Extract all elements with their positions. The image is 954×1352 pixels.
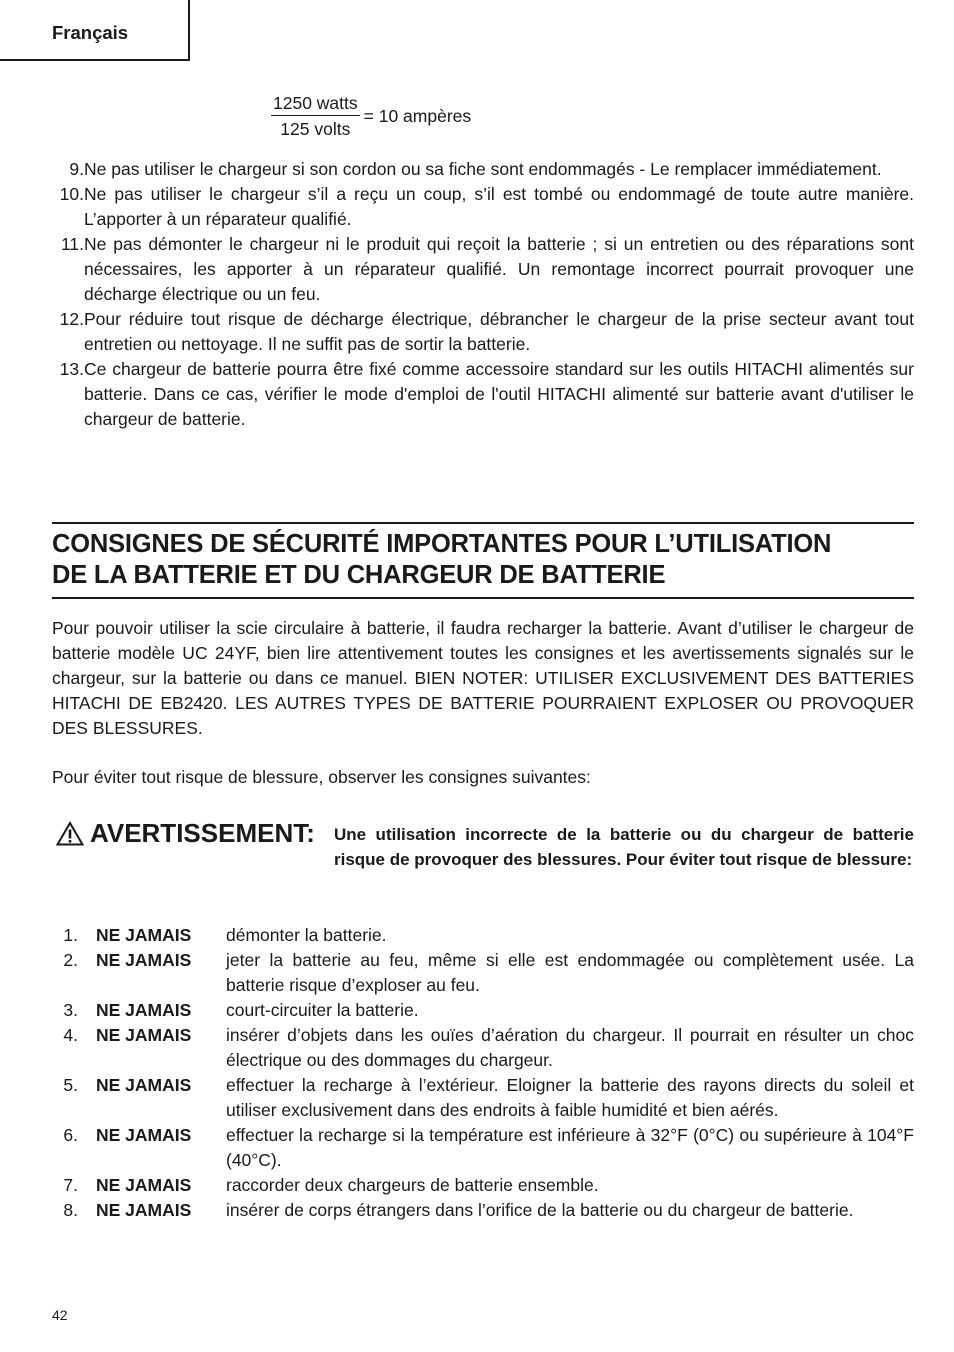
page-number: 42: [52, 1307, 68, 1323]
never-list: [52, 923, 914, 1223]
warning-triangle-icon: [56, 821, 84, 846]
list-item: [52, 357, 914, 432]
item-text: effectuer la recharge si la température est inférieure à 32°F (0°C) ou supérieure à 104°F (40°C).: [226, 1125, 914, 1170]
instruction-paragraph: Pour éviter tout risque de blessure, observer les consignes suivantes:: [52, 767, 591, 787]
charger-rules-list: [52, 157, 914, 432]
item-number: 3.: [63, 1000, 78, 1020]
item-text: court-circuiter la batterie.: [226, 1000, 419, 1020]
formula-result: = 10 ampères: [363, 106, 472, 126]
formula-denominator: 125 volts: [280, 119, 351, 139]
item-number: 4.: [63, 1025, 78, 1045]
item-number: 10.: [59, 184, 84, 204]
warning-title: [52, 818, 315, 848]
item-number: 8.: [63, 1200, 78, 1220]
item-text: raccorder deux chargeurs de batterie ensemble.: [226, 1175, 599, 1195]
item-text: insérer de corps étrangers dans l’orifice de la batterie ou du chargeur de batterie.: [226, 1200, 854, 1220]
section-heading: [52, 529, 914, 591]
item-keyword: NE JAMAIS: [96, 1125, 192, 1145]
item-number: 5.: [63, 1075, 78, 1095]
item-text: Ne pas utiliser le chargeur s’il a reçu un coup, s’il est tombé ou endommagé de toute autre manière. L’apporter à un réparateur qualifié.: [84, 184, 914, 229]
section-heading-line1: CONSIGNES DE SÉCURITÉ IMPORTANTES POUR L’UTILISATION: [52, 530, 832, 558]
item-text: jeter la batterie au feu, même si elle est endommagée ou complètement usée. La batterie risque d’exploser au feu.: [226, 950, 914, 995]
list-item: [52, 1123, 914, 1173]
item-number: 11.: [60, 234, 84, 254]
list-item: [52, 232, 914, 307]
ampere-formula: [271, 92, 471, 141]
item-keyword: NE JAMAIS: [96, 1075, 192, 1095]
list-item: [52, 307, 914, 357]
list-item: [52, 998, 914, 1023]
formula-fraction: [271, 92, 360, 141]
item-text: Ne pas utiliser le chargeur si son cordon ou sa fiche sont endommagés - Le remplacer immédiatement.: [84, 159, 882, 179]
item-keyword: NE JAMAIS: [96, 1200, 192, 1220]
list-item: [52, 948, 914, 998]
list-item: [52, 1023, 914, 1073]
list-item: [52, 923, 914, 948]
item-text: Pour réduire tout risque de décharge électrique, débrancher le chargeur de la prise secteur avant tout entretien ou nettoyage. Il ne suffit pas de sortir la batterie.: [84, 309, 914, 354]
item-text: insérer d’objets dans les ouïes d’aération du chargeur. Il pourrait en résulter un choc électrique ou des dommages du chargeur.: [226, 1025, 914, 1070]
list-item: [52, 1173, 914, 1198]
item-keyword: NE JAMAIS: [96, 1000, 192, 1020]
formula-numerator: 1250 watts: [271, 92, 360, 116]
item-number: 1.: [63, 925, 78, 945]
intro-paragraph: Pour pouvoir utiliser la scie circulaire à batterie, il faudra recharger la batterie. Avant d’utiliser le chargeur de batterie modèle UC 24YF, bien lire attentivement toutes les consignes et les avertissements signalés sur le chargeur, sur la batterie ou dans ce manuel. BIEN NOTER: UTILISER EXCLUSIVEMENT DES BATTERIES HITACHI DE EB2420. LES AUTRES TYPES DE BATTERIE POURRAIENT EXPLOSER OU PROVOQUER DES BLESSURES.: [52, 618, 914, 738]
list-item: [52, 1073, 914, 1123]
item-number: 6.: [63, 1125, 78, 1145]
item-text: démonter la batterie.: [226, 925, 387, 945]
item-keyword: NE JAMAIS: [96, 925, 192, 945]
warning-title-text: AVERTISSEMENT:: [90, 818, 315, 848]
item-number: 7.: [63, 1175, 78, 1195]
item-text: effectuer la recharge à l’extérieur. Eloigner la batterie des rayons directs du soleil et utiliser exclusivement dans des endroits à faible humidité et bien aérés.: [226, 1075, 914, 1120]
item-text: Ce chargeur de batterie pourra être fixé comme accessoire standard sur les outils HITACHI alimentés sur batterie. Dans ce cas, vérifier le mode d'emploi de l'outil HITACHI alimenté sur batterie avant d'utiliser le chargeur de batterie.: [84, 359, 914, 429]
item-keyword: NE JAMAIS: [96, 1175, 192, 1195]
list-item: [52, 1198, 914, 1223]
item-number: 9.: [69, 159, 84, 179]
item-text: Ne pas démonter le chargeur ni le produit qui reçoit la batterie ; si un entretien ou des réparations sont nécessaires, les apporter à un réparateur qualifié. Un remontage incorrect pourrait provoquer une décharge électrique ou un feu.: [84, 234, 914, 304]
item-number: 13.: [59, 359, 84, 379]
section-heading-line2: DE LA BATTERIE ET DU CHARGEUR DE BATTERIE: [52, 561, 666, 589]
item-keyword: NE JAMAIS: [96, 950, 192, 970]
item-keyword: NE JAMAIS: [96, 1025, 192, 1045]
heading-rule-top: [52, 522, 914, 524]
item-number: 12.: [59, 309, 84, 329]
warning-text: Une utilisation incorrecte de la batterie ou du chargeur de batterie risque de provoquer des blessures. Pour éviter tout risque de blessure:: [334, 825, 914, 869]
list-item: [52, 182, 914, 232]
language-tab: [0, 0, 190, 61]
item-number: 2.: [63, 950, 78, 970]
heading-rule-bottom: [52, 597, 914, 599]
language-label: Français: [52, 22, 129, 43]
list-item: [52, 157, 914, 182]
